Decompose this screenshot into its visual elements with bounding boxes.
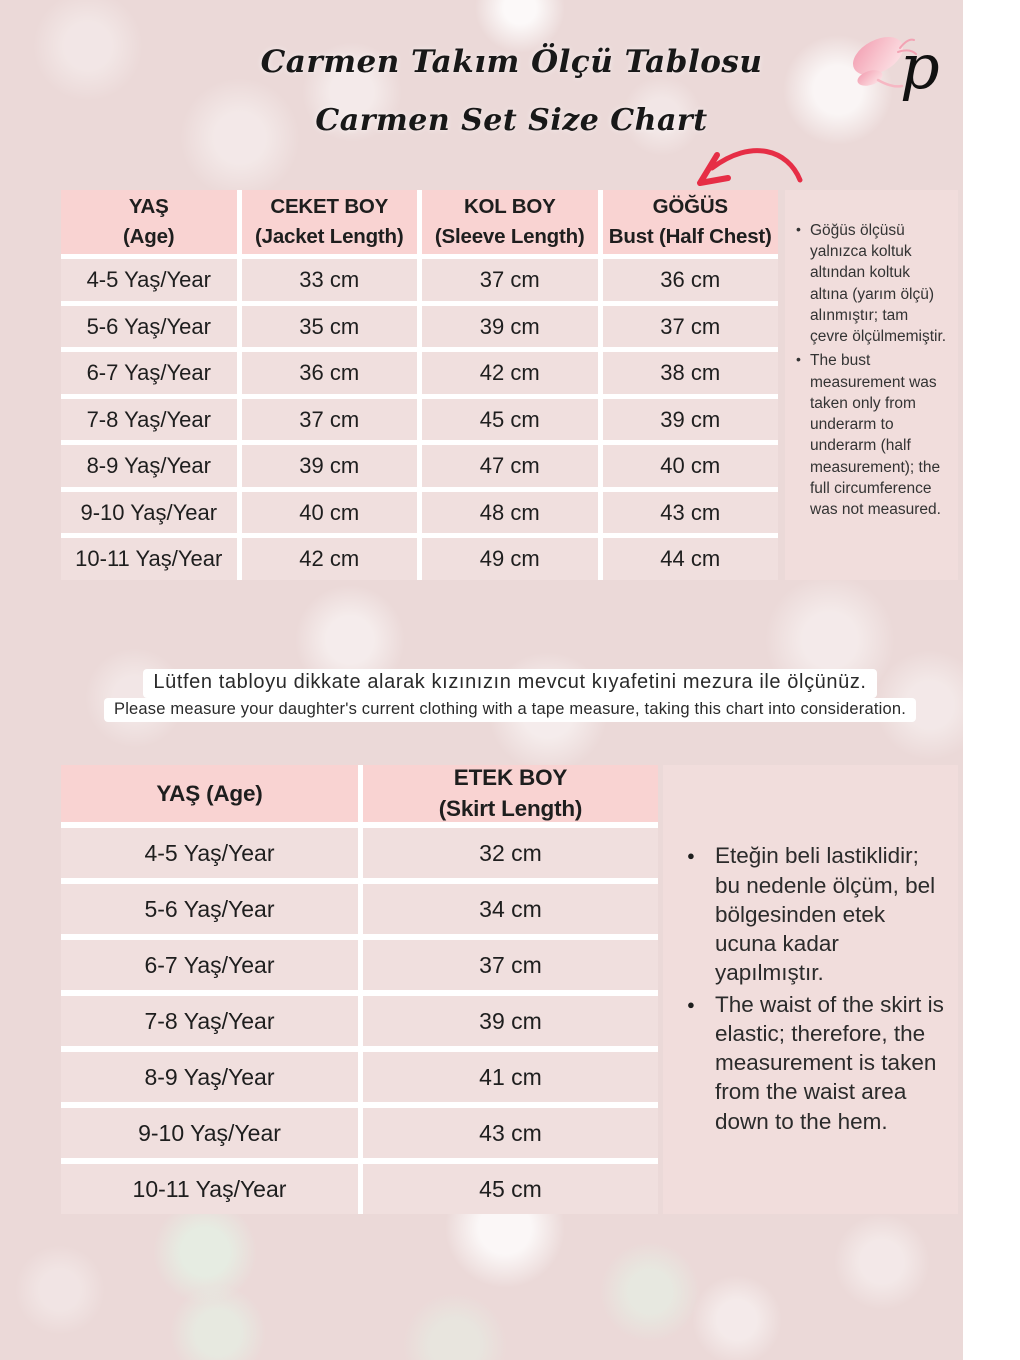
skirt-cell: 37 cm — [363, 940, 658, 990]
measure-notice-english-text: Please measure your daughter's current clothing with a tape measure, taking this chart into consideration. — [104, 698, 916, 722]
column-header-jacket-en: (Jacket Length) — [255, 225, 404, 248]
jacket-cell: 35 cm — [242, 306, 418, 348]
column-header-sleeve-en: (Sleeve Length) — [434, 225, 585, 248]
skirt-cell: 41 cm — [363, 1052, 658, 1102]
column-header-age-en: (Age) — [123, 225, 175, 248]
column-header-sleeve — [422, 190, 598, 254]
column-header-jacket-tr: CEKET BOY — [270, 195, 389, 219]
jacket-cell: 37 cm — [242, 399, 418, 441]
column-header-age2 — [61, 765, 358, 822]
skirt-note-list — [685, 841, 944, 1138]
brand-logo — [848, 18, 960, 123]
column-header-age — [61, 190, 237, 254]
column-header-bust-en: Bust (Half Chest) — [608, 225, 772, 248]
skirt-note-item-tr: ● Eteğin beli lastiklidir; bu nedenle ölçüm, bel bölgesinden etek ucuna kadar yapılmıştır. — [685, 841, 944, 987]
bust-cell: 39 cm — [603, 399, 779, 441]
jacket-cell: 40 cm — [242, 492, 418, 534]
bust-note-list — [795, 220, 950, 520]
age-cell: 8-9 Yaş/Year — [61, 1052, 358, 1102]
bust-cell: 36 cm — [603, 259, 779, 301]
skirt-note-item-en: ● The waist of the skirt is elastic; therefore, the measurement is taken from the waist area down to the hem. — [685, 990, 944, 1136]
measure-notice-english — [0, 698, 1020, 722]
jacket-cell: 33 cm — [242, 259, 418, 301]
bust-note-box — [785, 190, 958, 580]
sleeve-cell: 48 cm — [422, 492, 598, 534]
set-size-table — [61, 190, 778, 580]
bust-note-item-tr: • Göğüs ölçüsü yalnızca koltuk altından koltuk altına (yarım ölçü) alınmıştır; tam çevre ölçülmemiştir. — [795, 220, 950, 347]
age-cell: 5-6 Yaş/Year — [61, 884, 358, 934]
age-cell: 6-7 Yaş/Year — [61, 940, 358, 990]
sleeve-cell: 47 cm — [422, 445, 598, 487]
age-cell: 9-10 Yaş/Year — [61, 492, 237, 534]
skirt-cell: 39 cm — [363, 996, 658, 1046]
page-title-turkish: Carmen Takım Ölçü Tablosu — [260, 44, 763, 80]
bust-cell: 38 cm — [603, 352, 779, 394]
sleeve-cell: 42 cm — [422, 352, 598, 394]
column-header-age-tr: YAŞ — [128, 195, 169, 219]
sleeve-cell: 49 cm — [422, 538, 598, 580]
bust-cell: 44 cm — [603, 538, 779, 580]
sleeve-cell: 45 cm — [422, 399, 598, 441]
age-cell: 4-5 Yaş/Year — [61, 828, 358, 878]
bust-cell: 37 cm — [603, 306, 779, 348]
column-header-bust — [603, 190, 779, 254]
age-cell: 7-8 Yaş/Year — [61, 996, 358, 1046]
skirt-cell: 32 cm — [363, 828, 658, 878]
age-cell: 7-8 Yaş/Year — [61, 399, 237, 441]
column-header-age2-label: YAŞ (Age) — [156, 780, 263, 806]
skirt-size-table — [61, 765, 658, 1214]
measure-notice-turkish-text: Lütfen tabloyu dikkate alarak kızınızın mevcut kıyafetini mezura ile ölçünüz. — [143, 669, 876, 698]
measure-notice-turkish — [0, 669, 1020, 698]
skirt-note-box — [663, 765, 958, 1214]
age-cell: 9-10 Yaş/Year — [61, 1108, 358, 1158]
page-title-english: Carmen Set Size Chart — [315, 103, 708, 138]
column-header-bust-tr: GÖĞÜS — [652, 195, 728, 219]
jacket-cell: 42 cm — [242, 538, 418, 580]
skirt-cell: 43 cm — [363, 1108, 658, 1158]
brand-letter: p — [900, 30, 940, 103]
jacket-cell: 36 cm — [242, 352, 418, 394]
jacket-cell: 39 cm — [242, 445, 418, 487]
column-header-skirt-en: (Skirt Length) — [438, 796, 583, 821]
column-header-skirt — [363, 765, 658, 822]
column-header-sleeve-tr: KOL BOY — [463, 195, 556, 219]
bust-cell: 40 cm — [603, 445, 779, 487]
column-header-jacket — [242, 190, 418, 254]
column-header-skirt-tr: ETEK BOY — [453, 765, 568, 791]
bust-cell: 43 cm — [603, 492, 779, 534]
skirt-cell: 45 cm — [363, 1164, 658, 1214]
age-cell: 5-6 Yaş/Year — [61, 306, 237, 348]
skirt-cell: 34 cm — [363, 884, 658, 934]
age-cell: 10-11 Yaş/Year — [61, 538, 237, 580]
sleeve-cell: 39 cm — [422, 306, 598, 348]
sleeve-cell: 37 cm — [422, 259, 598, 301]
bust-note-item-en: • The bust measurement was taken only from underarm to underarm (half measurement); the full circumference was not measured. — [795, 350, 950, 520]
age-cell: 4-5 Yaş/Year — [61, 259, 237, 301]
age-cell: 6-7 Yaş/Year — [61, 352, 237, 394]
age-cell: 8-9 Yaş/Year — [61, 445, 237, 487]
age-cell: 10-11 Yaş/Year — [61, 1164, 358, 1214]
